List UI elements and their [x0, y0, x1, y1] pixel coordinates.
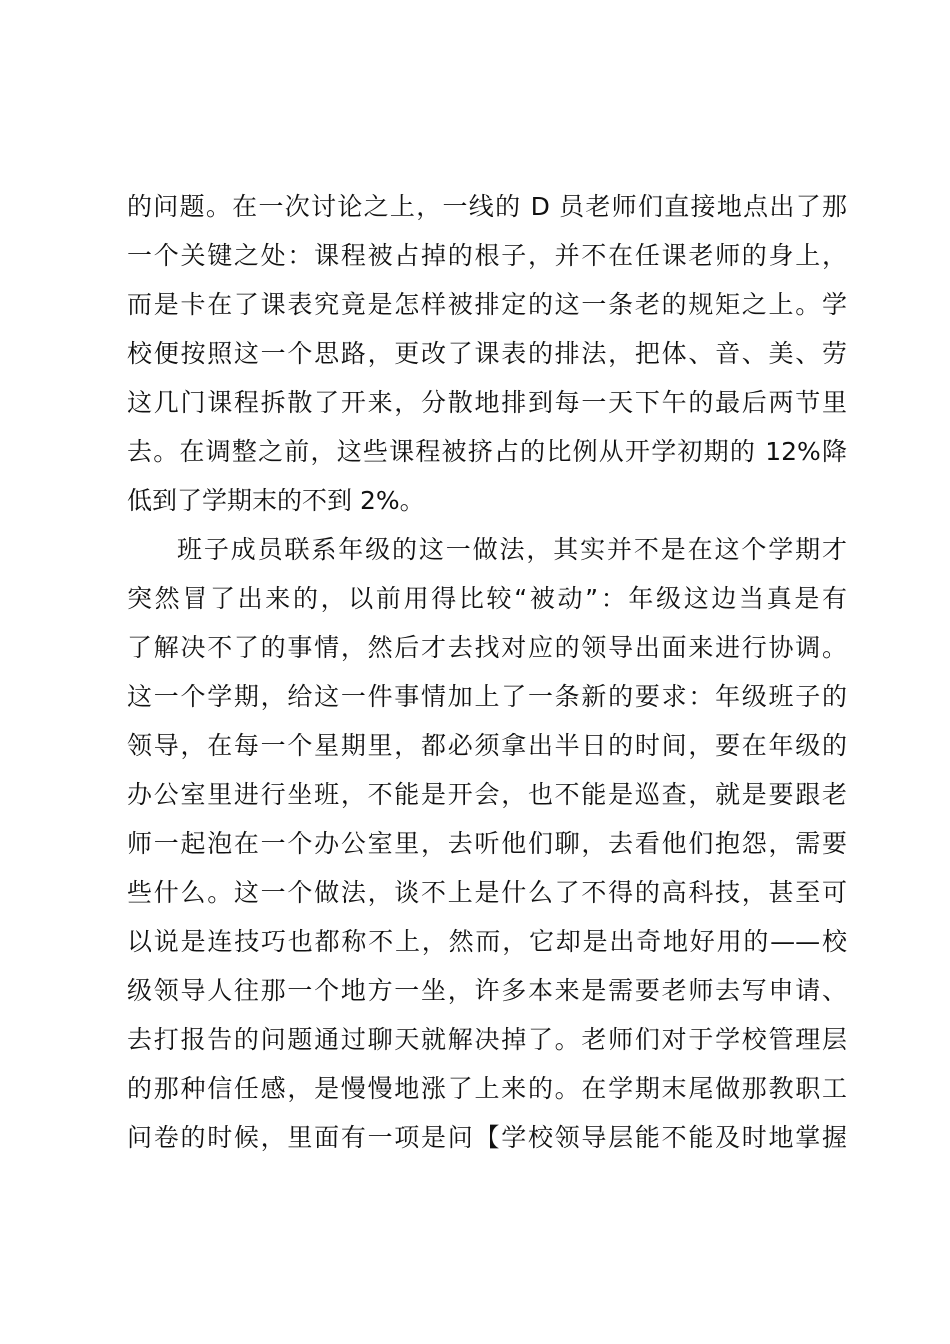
text-line-1: 的问题。在一次讨论之上，一线的 D 员老师们直接地点出了那 — [127, 192, 847, 221]
text-line-5: 这几门课程拆散了开来，分散地排到每一天下午的最后两节里 — [127, 388, 847, 417]
text-line-8-paragraph-start: 班子成员联系年级的这一做法，其实并不是在这个学期才 — [177, 535, 847, 564]
text-line-20: 问卷的时候，里面有一项是问【学校领导层能不能及时地掌握 — [127, 1123, 847, 1152]
text-line-12: 领导，在每一个星期里，都必须拿出半日的时间，要在年级的 — [127, 731, 847, 760]
text-line-6: 去。在调整之前，这些课程被挤占的比例从开学初期的 12%降 — [127, 437, 847, 466]
text-line-19: 的那种信任感，是慢慢地涨了上来的。在学期末尾做那教职工 — [127, 1074, 847, 1103]
text-line-13: 办公室里进行坐班，不能是开会，也不能是巡查，就是要跟老 — [127, 780, 847, 809]
text-line-3: 而是卡在了课表究竟是怎样被排定的这一条老的规矩之上。学 — [127, 290, 847, 319]
text-line-11: 这一个学期，给这一件事情加上了一条新的要求：年级班子的 — [127, 682, 847, 711]
text-line-2: 一个关键之处：课程被占掉的根子，并不在任课老师的身上， — [127, 241, 847, 270]
text-line-18: 去打报告的问题通过聊天就解决掉了。老师们对于学校管理层 — [127, 1025, 847, 1054]
text-line-7-paragraph-end: 低到了学期末的不到 2%。 — [127, 486, 425, 515]
text-line-17: 级领导人往那一个地方一坐，许多本来是需要老师去写申请、 — [127, 976, 847, 1005]
body-text — [127, 182, 847, 1162]
text-line-4: 校便按照这一个思路，更改了课表的排法，把体、音、美、劳 — [127, 339, 847, 368]
text-line-10: 了解决不了的事情，然后才去找对应的领导出面来进行协调。 — [127, 633, 847, 662]
text-line-14: 师一起泡在一个办公室里，去听他们聊，去看他们抱怨，需要 — [127, 829, 847, 858]
text-line-16: 以说是连技巧也都称不上，然而，它却是出奇地好用的——校 — [127, 927, 847, 956]
text-line-15: 些什么。这一个做法，谈不上是什么了不得的高科技，甚至可 — [127, 878, 847, 907]
text-line-9: 突然冒了出来的，以前用得比较“被动”：年级这边当真是有 — [127, 584, 847, 613]
